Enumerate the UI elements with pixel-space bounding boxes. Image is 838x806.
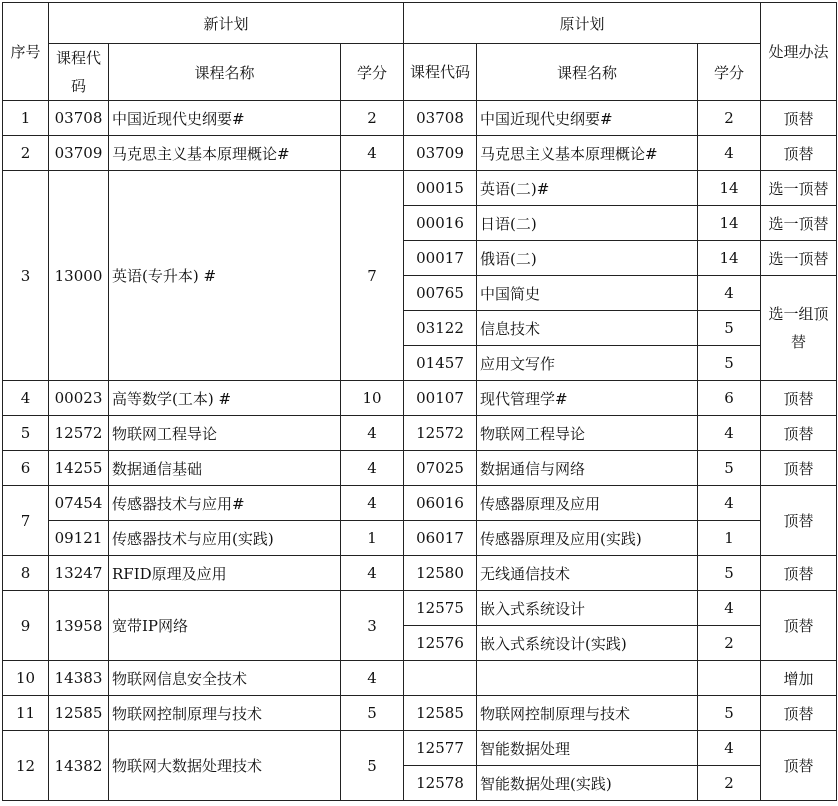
old-name-cell: 智能数据处理(实践) <box>477 766 698 801</box>
new-code-cell: 13000 <box>49 171 109 381</box>
header-method: 处理办法 <box>761 3 837 101</box>
old-credit-cell: 5 <box>698 346 761 381</box>
old-code-cell: 12576 <box>404 626 477 661</box>
header-old-code: 课程代码 <box>404 44 477 101</box>
old-code-cell: 07025 <box>404 451 477 486</box>
old-name-cell <box>477 661 698 696</box>
old-code-cell: 12572 <box>404 416 477 451</box>
new-credit-cell: 4 <box>341 136 404 171</box>
old-code-cell: 06016 <box>404 486 477 521</box>
old-credit-cell: 5 <box>698 696 761 731</box>
new-credit-cell: 2 <box>341 101 404 136</box>
old-credit-cell: 2 <box>698 101 761 136</box>
new-code-cell: 13247 <box>49 556 109 591</box>
old-code-cell: 00765 <box>404 276 477 311</box>
old-code-cell: 01457 <box>404 346 477 381</box>
old-name-cell: 智能数据处理 <box>477 731 698 766</box>
table-row <box>3 451 837 486</box>
new-code-cell: 14255 <box>49 451 109 486</box>
table-row <box>3 136 837 171</box>
old-code-cell: 00107 <box>404 381 477 416</box>
old-name-cell: 传感器原理及应用(实践) <box>477 521 698 556</box>
old-credit-cell <box>698 661 761 696</box>
seq-cell: 5 <box>3 416 49 451</box>
seq-cell: 11 <box>3 696 49 731</box>
old-code-cell: 00015 <box>404 171 477 206</box>
header-new-credit: 学分 <box>341 44 404 101</box>
new-code-cell: 12585 <box>49 696 109 731</box>
old-name-cell: 嵌入式系统设计 <box>477 591 698 626</box>
method-cell: 顶替 <box>761 101 837 136</box>
old-code-cell: 12575 <box>404 591 477 626</box>
new-name-cell: 传感器技术与应用# <box>109 486 341 521</box>
new-credit-cell: 1 <box>341 521 404 556</box>
new-code-cell: 03708 <box>49 101 109 136</box>
seq-cell: 1 <box>3 101 49 136</box>
new-credit-cell: 7 <box>341 171 404 381</box>
old-name-cell: 中国近现代史纲要# <box>477 101 698 136</box>
old-code-cell: 12577 <box>404 731 477 766</box>
new-credit-cell: 4 <box>341 451 404 486</box>
old-code-cell: 03708 <box>404 101 477 136</box>
new-code-cell: 09121 <box>49 521 109 556</box>
new-credit-cell: 4 <box>341 486 404 521</box>
old-name-cell: 中国简史 <box>477 276 698 311</box>
old-credit-cell: 2 <box>698 766 761 801</box>
new-code-cell: 00023 <box>49 381 109 416</box>
header-old-plan: 原计划 <box>404 3 761 44</box>
method-cell: 顶替 <box>761 731 837 801</box>
header-old-name: 课程名称 <box>477 44 698 101</box>
new-code-cell: 07454 <box>49 486 109 521</box>
method-cell: 选一组顶替 <box>761 276 837 381</box>
method-cell: 选一顶替 <box>761 171 837 206</box>
seq-cell: 10 <box>3 661 49 696</box>
new-name-cell: 马克思主义基本原理概论# <box>109 136 341 171</box>
old-name-cell: 马克思主义基本原理概论# <box>477 136 698 171</box>
old-name-cell: 现代管理学# <box>477 381 698 416</box>
old-name-cell: 英语(二)# <box>477 171 698 206</box>
new-code-cell: 14382 <box>49 731 109 801</box>
old-name-cell: 日语(二) <box>477 206 698 241</box>
old-code-cell: 03122 <box>404 311 477 346</box>
method-cell: 顶替 <box>761 486 837 556</box>
old-code-cell: 12580 <box>404 556 477 591</box>
new-name-cell: 物联网工程导论 <box>109 416 341 451</box>
table-row <box>3 521 837 556</box>
table-row <box>3 381 837 416</box>
old-credit-cell: 5 <box>698 311 761 346</box>
header-new-code: 课程代码 <box>49 44 109 101</box>
new-credit-cell: 5 <box>341 696 404 731</box>
header-new-name: 课程名称 <box>109 44 341 101</box>
course-replacement-table <box>2 2 837 801</box>
table-row <box>3 171 837 206</box>
table-row <box>3 416 837 451</box>
new-credit-cell: 4 <box>341 556 404 591</box>
old-credit-cell: 14 <box>698 241 761 276</box>
old-credit-cell: 4 <box>698 136 761 171</box>
old-code-cell: 00017 <box>404 241 477 276</box>
method-cell: 顶替 <box>761 416 837 451</box>
old-credit-cell: 4 <box>698 731 761 766</box>
new-name-cell: 中国近现代史纲要# <box>109 101 341 136</box>
old-code-cell: 12578 <box>404 766 477 801</box>
new-name-cell: 物联网信息安全技术 <box>109 661 341 696</box>
new-credit-cell: 4 <box>341 661 404 696</box>
old-credit-cell: 6 <box>698 381 761 416</box>
method-cell: 顶替 <box>761 696 837 731</box>
method-cell: 增加 <box>761 661 837 696</box>
new-name-cell: 物联网控制原理与技术 <box>109 696 341 731</box>
new-code-cell: 13958 <box>49 591 109 661</box>
old-name-cell: 物联网工程导论 <box>477 416 698 451</box>
method-cell: 顶替 <box>761 381 837 416</box>
method-cell: 选一顶替 <box>761 206 837 241</box>
table-row <box>3 661 837 696</box>
new-code-cell: 03709 <box>49 136 109 171</box>
seq-cell: 3 <box>3 171 49 381</box>
new-name-cell: 英语(专升本) # <box>109 171 341 381</box>
old-name-cell: 数据通信与网络 <box>477 451 698 486</box>
old-name-cell: 应用文写作 <box>477 346 698 381</box>
new-name-cell: 高等数学(工本) # <box>109 381 341 416</box>
new-credit-cell: 3 <box>341 591 404 661</box>
new-name-cell: 宽带IP网络 <box>109 591 341 661</box>
new-credit-cell: 10 <box>341 381 404 416</box>
old-credit-cell: 14 <box>698 171 761 206</box>
old-credit-cell: 4 <box>698 486 761 521</box>
old-code-cell: 03709 <box>404 136 477 171</box>
method-cell: 顶替 <box>761 451 837 486</box>
new-credit-cell: 5 <box>341 731 404 801</box>
seq-cell: 12 <box>3 731 49 801</box>
old-credit-cell: 4 <box>698 591 761 626</box>
new-name-cell: 物联网大数据处理技术 <box>109 731 341 801</box>
seq-cell: 2 <box>3 136 49 171</box>
old-credit-cell: 5 <box>698 451 761 486</box>
method-cell: 选一顶替 <box>761 241 837 276</box>
old-code-cell: 06017 <box>404 521 477 556</box>
old-credit-cell: 4 <box>698 276 761 311</box>
table-row <box>3 101 837 136</box>
table-row <box>3 731 837 766</box>
old-code-cell: 12585 <box>404 696 477 731</box>
old-credit-cell: 1 <box>698 521 761 556</box>
new-code-cell: 12572 <box>49 416 109 451</box>
old-name-cell: 信息技术 <box>477 311 698 346</box>
old-name-cell: 无线通信技术 <box>477 556 698 591</box>
seq-cell: 6 <box>3 451 49 486</box>
old-credit-cell: 4 <box>698 416 761 451</box>
seq-cell: 7 <box>3 486 49 556</box>
old-code-cell <box>404 661 477 696</box>
new-code-cell: 14383 <box>49 661 109 696</box>
method-cell: 顶替 <box>761 591 837 661</box>
old-credit-cell: 5 <box>698 556 761 591</box>
header-old-credit: 学分 <box>698 44 761 101</box>
old-name-cell: 嵌入式系统设计(实践) <box>477 626 698 661</box>
seq-cell: 9 <box>3 591 49 661</box>
new-credit-cell: 4 <box>341 416 404 451</box>
seq-cell: 4 <box>3 381 49 416</box>
new-name-cell: 数据通信基础 <box>109 451 341 486</box>
table-row <box>3 486 837 521</box>
header-new-plan: 新计划 <box>49 3 404 44</box>
table-row <box>3 696 837 731</box>
method-cell: 顶替 <box>761 556 837 591</box>
old-credit-cell: 14 <box>698 206 761 241</box>
table-row <box>3 591 837 626</box>
old-name-cell: 俄语(二) <box>477 241 698 276</box>
seq-cell: 8 <box>3 556 49 591</box>
old-credit-cell: 2 <box>698 626 761 661</box>
old-name-cell: 物联网控制原理与技术 <box>477 696 698 731</box>
table-row <box>3 556 837 591</box>
method-cell: 顶替 <box>761 136 837 171</box>
old-name-cell: 传感器原理及应用 <box>477 486 698 521</box>
header-seq: 序号 <box>3 3 49 101</box>
old-code-cell: 00016 <box>404 206 477 241</box>
new-name-cell: RFID原理及应用 <box>109 556 341 591</box>
new-name-cell: 传感器技术与应用(实践) <box>109 521 341 556</box>
